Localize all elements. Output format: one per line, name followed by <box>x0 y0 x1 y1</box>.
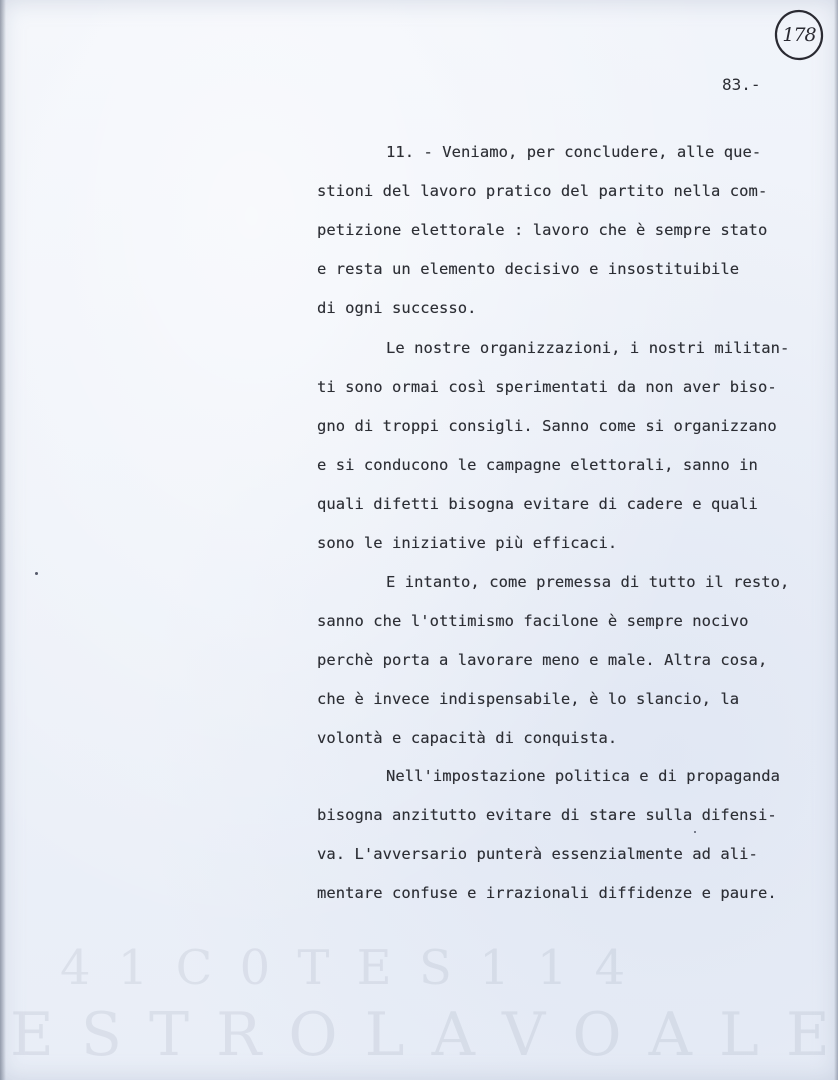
archive-stamp <box>772 6 826 64</box>
text-line: volontà e capacità di conquista. <box>317 729 618 747</box>
bleed-through-line: 4 1 C 0 T E S 1 1 4 <box>60 940 632 996</box>
bleed-through-line: E S T R O L A V O A L E <box>10 1000 834 1070</box>
text-line: perchè porta a lavorare meno e male. Altra cosa, <box>317 651 768 669</box>
text-line: gno di troppi consigli. Sanno come si organizzano <box>317 417 777 435</box>
page-shadow-right <box>834 0 838 1080</box>
archive-stamp-number: 178 <box>782 24 816 46</box>
text-line: ti sono ormai così sperimentati da non aver biso- <box>317 378 777 396</box>
text-line: Nell'impostazione politica e di propaganda <box>386 767 781 785</box>
text-line: che è invece indispensabile, è lo slancio, la <box>317 690 740 708</box>
text-line: mentare confuse e irrazionali diffidenze e paure. <box>317 884 777 902</box>
text-line: petizione elettorale : lavoro che è sempre stato <box>317 221 768 239</box>
text-line: stioni del lavoro pratico del partito nella com- <box>317 182 768 200</box>
paper-speck <box>694 831 696 833</box>
text-line: e si conducono le campagne elettorali, sanno in <box>317 456 758 474</box>
text-line: quali difetti bisogna evitare di cadere e quali <box>317 495 758 513</box>
bleed-through-text <box>0 930 838 1080</box>
text-line: 11. - Veniamo, per concludere, alle que- <box>386 143 762 161</box>
text-line: va. L'avversario punterà essenzialmente ad ali- <box>317 845 758 863</box>
text-line: e resta un elemento decisivo e insostituibile <box>317 260 740 278</box>
text-line: E intanto, come premessa di tutto il resto, <box>386 573 790 591</box>
page-number: 83.- <box>722 75 761 94</box>
text-line: Le nostre organizzazioni, i nostri militan- <box>386 339 790 357</box>
text-line: sono le iniziative più efficaci. <box>317 534 618 552</box>
paper-speck <box>35 572 38 575</box>
page-shadow-left <box>0 0 6 1080</box>
text-line: di ogni successo. <box>317 299 477 317</box>
text-line: sanno che l'ottimismo facilone è sempre nocivo <box>317 612 749 630</box>
text-line: bisogna anzitutto evitare di stare sulla difensi- <box>317 806 777 824</box>
